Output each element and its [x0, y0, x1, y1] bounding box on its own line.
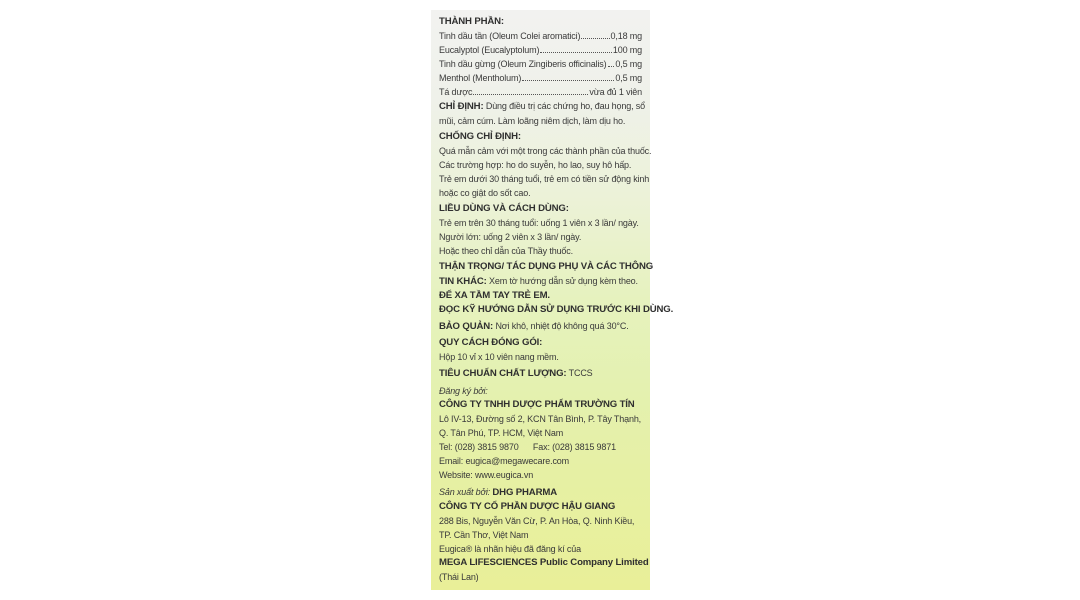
- fax-number: Fax: (028) 3815 9871: [532, 442, 616, 452]
- contact-website: Website: www.eugica.vn: [439, 470, 534, 480]
- trademark-note: Eugica® là nhãn hiệu đã đăng kí của: [439, 544, 581, 554]
- contact-phone-fax: [439, 440, 642, 454]
- ingredient-row: [439, 29, 642, 43]
- ingredient-row: [439, 43, 642, 57]
- ingredient-amount: vừa đủ 1 viên: [589, 87, 642, 97]
- ingredient-name: Tinh dầu gừng (Oleum Zingiberis officinalis): [439, 59, 607, 69]
- ingredient-amount: 0,18 mg: [610, 31, 642, 41]
- ingredient-amount: 100 mg: [612, 45, 642, 55]
- storage-text: Nơi khô, nhiệt độ không quá 30°C.: [495, 321, 629, 331]
- ingredient-row: [439, 57, 642, 71]
- trademark-owner: MEGA LIFESCIENCES Public Company Limited: [439, 557, 649, 568]
- packaging-text: Hộp 10 vỉ x 10 viên nang mềm.: [439, 352, 559, 362]
- dosage-heading: LIỀU DÙNG VÀ CÁCH DÙNG:: [439, 203, 569, 214]
- manufacturer-line: [439, 485, 642, 500]
- manufacturer-name: CÔNG TY CỔ PHẦN DƯỢC HẬU GIANG: [439, 501, 616, 512]
- registrant-name: CÔNG TY TNHH DƯỢC PHẨM TRƯỜNG TÍN: [439, 399, 635, 410]
- ingredient-name: Tá dược: [439, 87, 473, 97]
- manufacturer-address: TP. Cần Thơ, Việt Nam: [439, 530, 529, 540]
- leader-dots: [540, 51, 612, 53]
- ingredient-row: [439, 71, 642, 85]
- registered-by-label: Đăng ký bởi:: [439, 386, 488, 396]
- registrant-address: Lô IV-13, Đường số 2, KCN Tân Bình, P. Tây Thạnh,: [439, 414, 642, 424]
- leader-dots: [522, 79, 614, 81]
- contraindications-heading: CHỐNG CHỈ ĐỊNH:: [439, 131, 521, 142]
- contraindication-line: Các trường hợp: ho do suyễn, ho lao, suy hô hấp.: [439, 160, 632, 170]
- registrant-address: Q. Tân Phú, TP. HCM, Việt Nam: [439, 428, 564, 438]
- phone-number: Tel: (028) 3815 9870: [439, 442, 519, 452]
- contraindication-line: Quá mẫn cảm với một trong các thành phần của thuốc.: [439, 146, 652, 156]
- manufacturer-brand: DHG PHARMA: [492, 487, 557, 498]
- keep-away-warning: ĐỂ XA TẦM TAY TRẺ EM.: [439, 290, 550, 301]
- ingredients-heading: THÀNH PHẦN:: [439, 16, 504, 27]
- indications-heading: CHỈ ĐỊNH:: [439, 101, 484, 112]
- ingredient-amount: 0,5 mg: [615, 59, 642, 69]
- caution-text: Xem tờ hướng dẫn sử dụng kèm theo.: [489, 276, 638, 286]
- ingredient-row: [439, 85, 642, 99]
- leader-dots: [581, 37, 609, 39]
- ingredients-list: [439, 29, 642, 99]
- contraindication-line: Trẻ em dưới 30 tháng tuổi, trẻ em có tiền sử động kinh: [439, 174, 650, 184]
- dosage-line: Trẻ em trên 30 tháng tuổi: uống 1 viên x 3 lần/ ngày.: [439, 218, 639, 228]
- quality-standard-heading: TIÊU CHUẨN CHẤT LƯỢNG:: [439, 368, 567, 379]
- ingredient-name: Tinh dầu tần (Oleum Colei aromatici): [439, 31, 581, 41]
- dosage-line: Người lớn: uống 2 viên x 3 lần/ ngày.: [439, 232, 582, 242]
- caution-line: [439, 274, 642, 289]
- quality-standard-text: TCCS: [568, 368, 593, 378]
- indications-line: [439, 99, 645, 114]
- caution-heading-cont: TIN KHÁC:: [439, 276, 487, 287]
- ingredient-amount: 0,5 mg: [615, 73, 642, 83]
- packaging-heading: QUY CÁCH ĐÓNG GÓI:: [439, 337, 543, 348]
- storage-heading: BẢO QUẢN:: [439, 321, 494, 332]
- trademark-country: (Thái Lan): [439, 572, 479, 582]
- ingredient-name: Menthol (Mentholum): [439, 73, 522, 83]
- manufacturer-address: 288 Bis, Nguyễn Văn Cừ, P. An Hòa, Q. Ninh Kiều,: [439, 516, 635, 526]
- quality-standard-line: [439, 366, 642, 381]
- dosage-line: Hoặc theo chỉ dẫn của Thầy thuốc.: [439, 246, 573, 256]
- medicine-label-panel: [431, 10, 674, 590]
- contact-email: Email: eugica@megawecare.com: [439, 456, 569, 466]
- leader-dots: [608, 65, 615, 67]
- leader-dots: [473, 93, 588, 95]
- caution-heading: THẬN TRỌNG/ TÁC DỤNG PHỤ VÀ CÁC THÔNG: [439, 261, 654, 272]
- manufactured-by-label: Sản xuất bởi:: [439, 487, 491, 497]
- ingredient-name: Eucalyptol (Eucalyptolum): [439, 45, 540, 55]
- indications-text-cont: mũi, cảm cúm. Làm loãng niêm dịch, làm dịu ho.: [439, 116, 626, 126]
- contraindication-line: hoặc co giật do sốt cao.: [439, 188, 531, 198]
- read-instructions-warning: ĐỌC KỸ HƯỚNG DẪN SỬ DỤNG TRƯỚC KHI DÙNG.: [439, 304, 674, 315]
- indications-text: Dùng điều trị các chứng ho, đau họng, sổ: [485, 101, 645, 111]
- storage-line: [439, 319, 642, 334]
